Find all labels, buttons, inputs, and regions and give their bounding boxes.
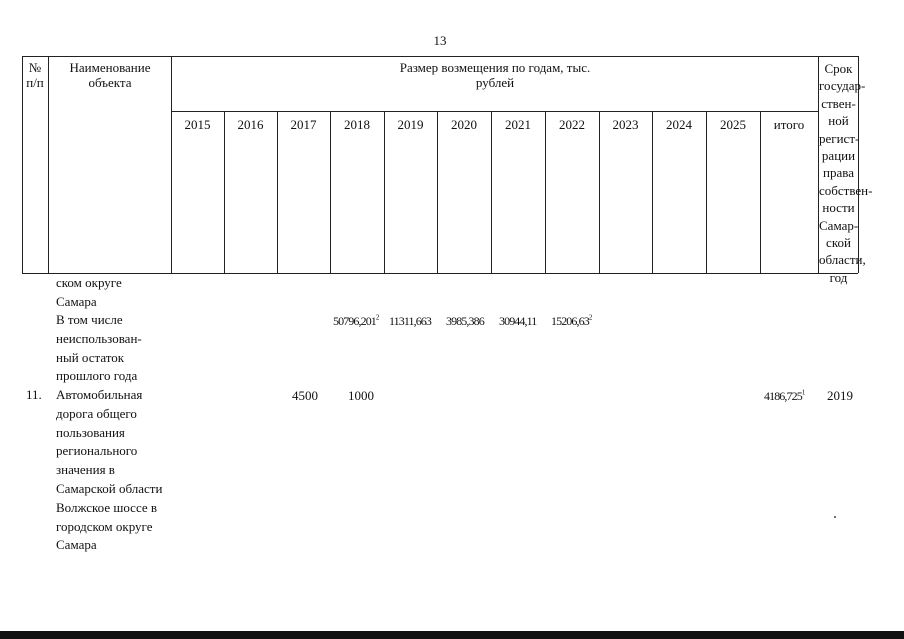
footnote-mark: 1 [801, 388, 806, 397]
page-number: 13 [433, 33, 447, 48]
column-divider [330, 111, 331, 273]
column-divider [599, 111, 600, 273]
column-divider [760, 111, 761, 273]
year-2017: 2017 [290, 117, 317, 132]
header-number-column: № п/п [26, 60, 44, 90]
scan-bottom-edge [0, 631, 904, 639]
subrow-2022-value: 15206,63$^2$ [551, 313, 593, 328]
column-divider [545, 111, 546, 273]
column-divider [277, 111, 278, 273]
row-11-number: 11. [26, 387, 42, 402]
subrow-2021-value: 30944,11 [499, 314, 537, 328]
footnote-mark: 2 [588, 313, 593, 322]
column-divider [706, 111, 707, 273]
subrow-label: В том числе неиспользован-ный остаток прошлого года [56, 312, 142, 384]
column-divider [171, 56, 172, 273]
year-2025: 2025 [720, 117, 746, 132]
year-2024: 2024 [666, 117, 692, 132]
scan-speck [834, 516, 836, 518]
years-header-border [171, 111, 818, 112]
subrow-2020-value: 3985,386 [446, 314, 484, 328]
year-total: итого [773, 117, 805, 132]
header-term-column: Срок государ-ствен-ной регист-рации права собствен-ности Самар-ской области, год [819, 61, 873, 285]
row-11-object-name: Автомобильная дорога общего пользования регионального значения в Самарской области Волжское шоссе в городском округе Самара [56, 387, 163, 553]
year-2018: 2018 [344, 117, 370, 132]
row-11-registration-year: 2019 [827, 388, 853, 403]
table-top-border [22, 56, 858, 57]
header-amount-column: Размер возмещения по годам, тыс. рублей [399, 60, 591, 90]
continued-object-name: ском округе Самара [56, 275, 122, 309]
column-divider [224, 111, 225, 273]
header-name-column: Наименование объекта [69, 60, 151, 90]
column-divider [491, 111, 492, 273]
row-11-2018-value: 1000 [348, 388, 374, 403]
column-divider [437, 111, 438, 273]
column-divider [652, 111, 653, 273]
row-11-total-value: 4186,725$^1$ [764, 388, 806, 403]
year-2023: 2023 [612, 117, 639, 132]
year-2022: 2022 [559, 117, 585, 132]
subrow-2019-value: 11311,663 [389, 314, 432, 328]
year-2019: 2019 [397, 117, 424, 132]
year-2020: 2020 [451, 117, 477, 132]
subrow-2018-value: 50796,201$^2$ [333, 313, 380, 328]
column-divider [384, 111, 385, 273]
year-2021: 2021 [505, 117, 531, 132]
year-2016: 2016 [237, 117, 264, 132]
footnote-mark: 2 [375, 313, 380, 322]
column-divider [48, 56, 49, 273]
row-11-2017-value: 4500 [292, 388, 318, 403]
year-2015: 2015 [184, 117, 211, 132]
